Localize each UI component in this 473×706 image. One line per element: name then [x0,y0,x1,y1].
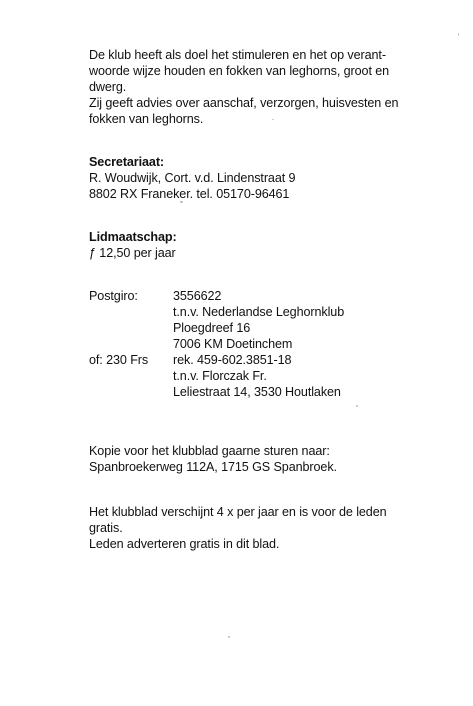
scan-speck [228,636,230,638]
lidmaatschap-section [89,229,429,261]
kopie-section [89,443,429,475]
postgiro-city: 7006 KM Doetinchem [173,337,293,351]
postgiro-label: Postgiro: [89,289,138,303]
kopie-address: Spanbroekerweg 112A, 1715 GS Spanbroek. [89,460,337,474]
bank-section [89,352,429,400]
postgiro-number: 3556622 [173,289,222,303]
lidmaatschap-heading: Lidmaatschap: [89,230,177,244]
intro-line: Zij geeft advies over aanschaf, verzorgen, huisvesten en [89,96,399,110]
bank-label: of: 230 Frs [89,353,149,367]
postgiro-section [89,288,429,352]
bank-account-number: rek. 459-602.3851-18 [173,353,292,367]
lidmaatschap-fee: ƒ 12,50 per jaar [89,246,176,260]
secretariaat-section [89,154,429,202]
intro-line: De klub heeft als doel het stimuleren en het op verant- [89,48,386,62]
intro-line: fokken van leghorns. [89,112,204,126]
klubblad-line: gratis. [89,521,123,535]
klubblad-section [89,504,429,552]
scan-speck [356,405,358,407]
scan-speck [180,201,183,203]
bank-account-name: t.n.v. Florczak Fr. [173,369,267,383]
intro-line: woorde wijze houden en fokken van leghorns, groot en [89,64,390,78]
klubblad-line: Leden adverteren gratis in dit blad. [89,537,280,551]
secretariaat-heading: Secretariaat: [89,155,165,169]
postgiro-street: Ploegdreef 16 [173,321,251,335]
scan-speck [458,33,459,36]
klubblad-line: Het klubblad verschijnt 4 x per jaar en is voor de leden [89,505,387,519]
intro-paragraph [89,47,429,127]
secretariaat-address: R. Woudwijk, Cort. v.d. Lindenstraat 9 [89,171,296,185]
intro-line: dwerg. [89,80,127,94]
postgiro-account-name: t.n.v. Nederlandse Leghornklub [173,305,345,319]
kopie-line: Kopie voor het klubblad gaarne sturen naar: [89,444,330,458]
scan-speck [272,119,274,120]
secretariaat-postcode-phone: 8802 RX Franeker. tel. 05170-96461 [89,187,290,201]
bank-address: Leliestraat 14, 3530 Houtlaken [173,385,341,399]
